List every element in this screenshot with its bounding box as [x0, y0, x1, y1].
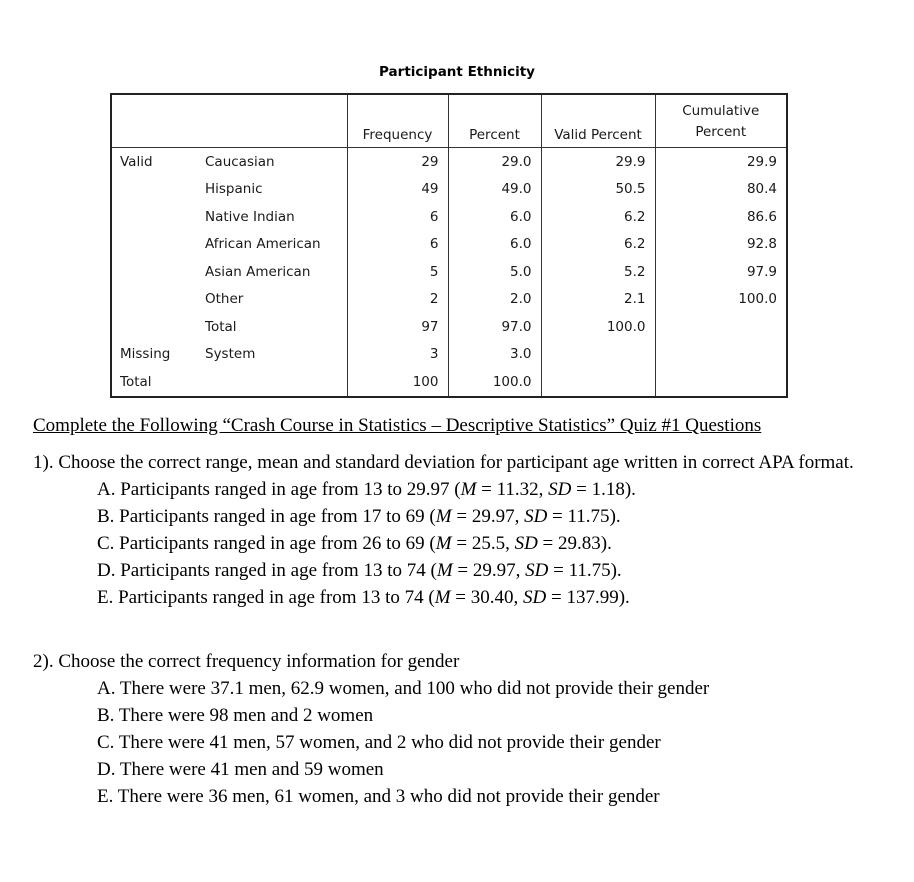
table-row [111, 203, 787, 231]
quiz-section [33, 412, 893, 810]
cumulative-percent-cell [655, 313, 787, 341]
sd-value: 11.75 [568, 560, 611, 581]
q1-option-e[interactable]: E. Participants ranged in age from 13 to 74 (M = 30.40, SD = 137.99). [97, 587, 630, 608]
valid-percent-cell [541, 368, 655, 397]
cumulative-percent-cell: 86.6 [746, 208, 777, 225]
mean-value: 25.5 [471, 533, 506, 554]
sd-symbol: SD [548, 479, 572, 500]
frequency-cell: 29 [347, 148, 448, 176]
row-category-label [197, 368, 347, 397]
question-1-options [97, 476, 893, 611]
valid-percent-cell: 100.0 [541, 313, 655, 341]
sd-value: 137.99 [566, 587, 619, 608]
row-category-label: African American [197, 231, 347, 259]
question-1-text: 1). Choose the correct range, mean and standard deviation for participant age written in correct APA format. [33, 452, 854, 473]
table-row [111, 148, 787, 176]
q2-option-b[interactable]: B. There were 98 men and 2 women [97, 705, 374, 726]
cumulative-percent-cell: 100.0 [738, 291, 777, 308]
row-group-label [111, 286, 197, 314]
table-row [111, 341, 787, 369]
percent-cell: 3.0 [448, 341, 541, 369]
option-text: C. Participants ranged in age from 26 to 69 ( [97, 533, 436, 554]
header-cumulative-text: Cumulative Percent [682, 103, 760, 140]
valid-percent-cell: 5.2 [541, 258, 655, 286]
cumulative-percent-cell: 80.4 [746, 181, 777, 198]
cumulative-percent-cell: 92.8 [746, 236, 777, 253]
percent-cell: 2.0 [448, 286, 541, 314]
valid-percent-cell: 2.1 [541, 286, 655, 314]
table-row [111, 313, 787, 341]
header-valid-percent: Valid Percent [541, 94, 655, 148]
row-group-label: Missing [120, 346, 171, 363]
percent-cell: 6.0 [448, 231, 541, 259]
q1-option-d[interactable]: D. Participants ranged in age from 13 to 74 (M = 29.97, SD = 11.75). [97, 560, 622, 581]
q2-option-a[interactable]: A. There were 37.1 men, 62.9 women, and 100 who did not provide their gender [97, 678, 710, 699]
mean-value: 30.40 [470, 587, 514, 608]
frequency-cell: 97 [347, 313, 448, 341]
mean-value: 11.32 [496, 479, 539, 500]
q1-option-c[interactable]: C. Participants ranged in age from 26 to 69 (M = 25.5, SD = 29.83). [97, 533, 612, 554]
mean-value: 29.97 [472, 560, 516, 581]
frequency-cell: 3 [347, 341, 448, 369]
table-row [111, 258, 787, 286]
row-category-label: Native Indian [197, 203, 347, 231]
option-text: B. Participants ranged in age from 17 to 69 ( [97, 506, 436, 527]
row-group-label [111, 231, 197, 259]
mean-value: 29.97 [471, 506, 515, 527]
frequency-cell: 49 [347, 176, 448, 204]
row-category-label: Total [197, 313, 347, 341]
percent-cell: 6.0 [448, 203, 541, 231]
header-percent: Percent [448, 94, 541, 148]
row-group-label [111, 258, 197, 286]
option-text: A. Participants ranged in age from 13 to 29.97 ( [97, 479, 461, 500]
percent-cell: 49.0 [448, 176, 541, 204]
frequency-cell: 2 [347, 286, 448, 314]
row-group-label: Total [120, 373, 152, 390]
option-text: D. Participants ranged in age from 13 to 74 ( [97, 560, 437, 581]
cumulative-percent-cell: 97.9 [746, 263, 777, 280]
mean-symbol: M [435, 506, 452, 527]
cumulative-percent-cell [655, 368, 787, 397]
valid-percent-cell: 50.5 [541, 176, 655, 204]
table-header-row [111, 94, 787, 148]
mean-symbol: M [435, 533, 452, 554]
header-frequency: Frequency [347, 94, 448, 148]
percent-cell: 5.0 [448, 258, 541, 286]
q1-option-b[interactable]: B. Participants ranged in age from 17 to 69 (M = 29.97, SD = 11.75). [97, 506, 621, 527]
header-stub [111, 94, 347, 148]
quiz-heading: Complete the Following “Crash Course in Statistics – Descriptive Statistics” Quiz #1 Questions [33, 415, 762, 436]
row-group-label: Valid [120, 153, 153, 170]
row-group-label [111, 313, 197, 341]
table-title: Participant Ethnicity [379, 64, 535, 80]
frequency-cell: 6 [347, 231, 448, 259]
frequency-cell: 5 [347, 258, 448, 286]
q1-option-a[interactable]: A. Participants ranged in age from 13 to 29.97 (M = 11.32, SD = 1.18). [97, 479, 636, 500]
q2-option-e[interactable]: E. There were 36 men, 61 women, and 3 who did not provide their gender [97, 786, 660, 807]
valid-percent-cell: 6.2 [541, 231, 655, 259]
sd-value: 1.18 [591, 479, 625, 500]
percent-cell: 29.0 [448, 148, 541, 176]
row-group-label [111, 176, 197, 204]
sd-symbol: SD [525, 560, 549, 581]
sd-value: 29.83 [558, 533, 601, 554]
sd-symbol: SD [514, 533, 538, 554]
mean-symbol: M [436, 560, 453, 581]
row-category-label: System [197, 341, 347, 369]
frequency-cell: 6 [347, 203, 448, 231]
cumulative-percent-cell: 29.9 [746, 153, 777, 170]
percent-cell: 97.0 [448, 313, 541, 341]
row-group-label [111, 203, 197, 231]
percent-cell: 100.0 [448, 368, 541, 397]
valid-percent-cell [541, 341, 655, 369]
frequency-cell: 100 [347, 368, 448, 397]
ethnicity-frequency-table [110, 93, 788, 398]
question-2-options [97, 675, 893, 810]
option-text: E. Participants ranged in age from 13 to 74 ( [97, 587, 435, 608]
mean-symbol: M [460, 479, 477, 500]
table-row [111, 286, 787, 314]
table-row [111, 231, 787, 259]
valid-percent-cell: 6.2 [541, 203, 655, 231]
question-2-text: 2). Choose the correct frequency information for gender [33, 651, 460, 672]
table-row [111, 368, 787, 397]
row-category-label: Caucasian [197, 148, 347, 176]
valid-percent-cell: 29.9 [541, 148, 655, 176]
row-category-label: Asian American [197, 258, 347, 286]
row-category-label: Hispanic [197, 176, 347, 204]
row-category-label: Other [197, 286, 347, 314]
sd-value: 11.75 [567, 506, 610, 527]
q2-option-d[interactable]: D. There were 41 men and 59 women [97, 759, 384, 780]
sd-symbol: SD [524, 506, 548, 527]
mean-symbol: M [434, 587, 451, 608]
q2-option-c[interactable]: C. There were 41 men, 57 women, and 2 who did not provide their gender [97, 732, 661, 753]
cumulative-percent-cell [655, 341, 787, 369]
header-cumulative-percent [655, 94, 787, 148]
sd-symbol: SD [522, 587, 547, 608]
table-row [111, 176, 787, 204]
